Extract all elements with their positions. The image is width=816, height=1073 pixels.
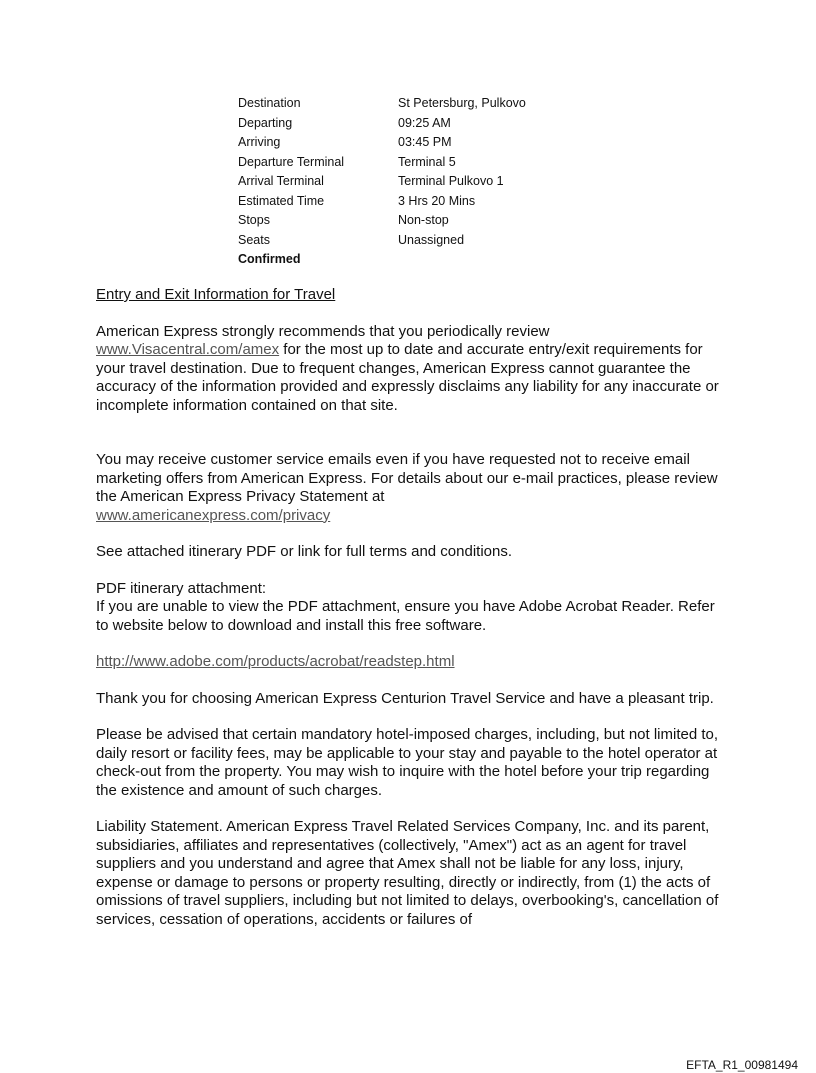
privacy-text: You may receive customer service emails even if you have requested not to receive email marketing offers from American Express. For details about our e-mail practices, please review the American Express Privacy Statement at xyxy=(96,451,718,505)
table-row xyxy=(238,213,526,233)
stops-label: Stops xyxy=(238,213,270,227)
entry-exit-text-end: for the most up to date and accurate entry/exit requirements for your travel destination. Due to frequent changes, American Express cannot guarantee the accuracy of the information provided and expressly disclaims any liability for any inaccurate or incomplete information contained on that site. xyxy=(96,341,719,414)
entry-exit-heading: Entry and Exit Information for Travel xyxy=(96,286,336,303)
pdf-text: If you are unable to view the PDF attachment, ensure you have Adobe Acrobat Reader. Refer to website below to download and install this free software. xyxy=(96,598,715,634)
entry-exit-paragraph xyxy=(96,323,726,416)
table-row xyxy=(238,135,526,155)
table-row xyxy=(238,96,526,116)
pdf-link-line xyxy=(96,653,726,672)
departure-terminal-label: Departure Terminal xyxy=(238,154,345,169)
flight-details-table xyxy=(238,96,526,272)
hotel-notice-paragraph: Please be advised that certain mandatory hotel-imposed charges, including, but not limited to, daily resort or facility fees, may be applicable to your stay and payable to the hotel operator at check-out from the property. You may wish to inquire with the hotel before your trip regarding the existence and amount of such charges. xyxy=(96,726,719,799)
table-row xyxy=(238,233,526,253)
thanks-paragraph: Thank you for choosing American Express Centurion Travel Service and have a pleasant trip. xyxy=(96,689,714,707)
arriving-label: Arriving xyxy=(238,135,281,149)
visacentral-link[interactable]: www.Visacentral.com/amex xyxy=(96,341,280,358)
stops-value: Non-stop xyxy=(398,213,449,227)
table-row xyxy=(238,155,526,175)
attached-note: See attached itinerary PDF or link for full terms and conditions. xyxy=(96,543,513,560)
estimated-time-value: 3 Hrs 20 Mins xyxy=(398,193,476,208)
departing-label: Departing xyxy=(238,115,293,130)
table-row xyxy=(238,194,526,214)
document-body xyxy=(96,286,726,929)
departing-value: 09:25 AM xyxy=(398,115,451,130)
document-id: EFTA_R1_00981494 xyxy=(686,1058,798,1072)
seats-label: Seats xyxy=(238,232,270,247)
table-row xyxy=(238,116,526,136)
departure-terminal-value: Terminal 5 xyxy=(398,154,456,169)
arrival-terminal-value: Terminal Pulkovo 1 xyxy=(398,174,504,188)
estimated-time-label: Estimated Time xyxy=(238,193,325,208)
confirmed-status: Confirmed xyxy=(238,252,301,266)
pdf-heading: PDF itinerary attachment: xyxy=(96,579,267,597)
liability-paragraph: Liability Statement. American Express Travel Related Services Company, Inc. and its parent, subsidiaries, affiliates and representatives (collectively, "Amex") act as an agent for travel suppliers and you understand and agree that Amex shall not be liable for any loss, injury, expense or damage to persons or property resulting, directly or indirectly, from (1) the acts of omissions of travel suppliers, including but not limited to delays, overbooking's, cancellation of services, cessation of operations, accidents or failures of xyxy=(96,818,719,928)
privacy-paragraph xyxy=(96,451,726,525)
arrival-terminal-label: Arrival Terminal xyxy=(238,174,324,188)
table-row xyxy=(238,174,526,194)
adobe-link[interactable]: http://www.adobe.com/products/acrobat/readstep.html xyxy=(96,653,455,670)
destination-value: St Petersburg, Pulkovo xyxy=(398,96,526,110)
privacy-link[interactable]: www.americanexpress.com/privacy xyxy=(96,506,331,524)
table-row xyxy=(238,252,526,272)
seats-value: Unassigned xyxy=(398,232,465,247)
entry-exit-text-start: American Express strongly recommends that you periodically review xyxy=(96,322,550,340)
destination-label: Destination xyxy=(238,96,301,110)
arriving-value: 03:45 PM xyxy=(398,135,452,149)
